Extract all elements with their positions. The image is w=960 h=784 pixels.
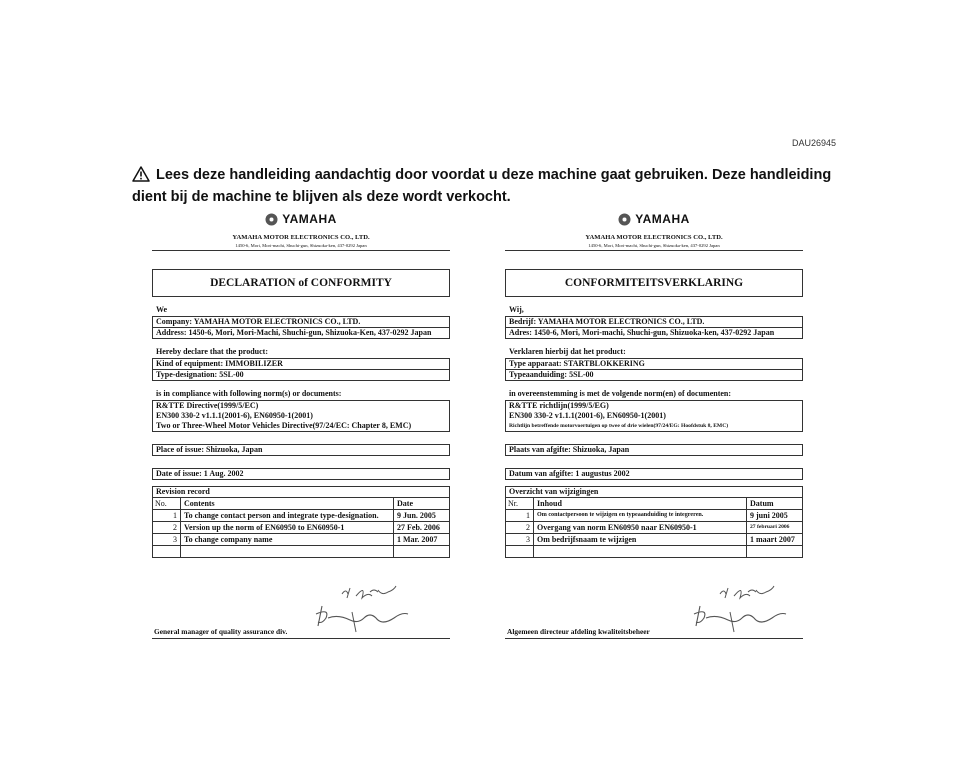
- we-label: We: [156, 305, 168, 314]
- revision-row-empty: [506, 546, 802, 557]
- address-row: Address: 1450-6, Mori, Mori-Machi, Shuchi-gun, Shizuoka-Ken, 437-0292 Japan: [153, 327, 449, 338]
- handwritten-signature: [312, 584, 432, 636]
- revision-date: 27 Feb. 2006: [397, 523, 440, 532]
- handwritten-signature: [690, 584, 810, 636]
- norm-row: EN300 330-2 v1.1.1(2001-6), EN60950-1(2001): [509, 411, 666, 420]
- compliance-label: is in compliance with following norm(s) or documents:: [156, 389, 342, 398]
- we-label: Wij,: [509, 305, 524, 314]
- revision-contents: Overgang van norm EN60950 naar EN60950-1: [534, 522, 747, 533]
- header-contents: Inhoud: [534, 498, 747, 509]
- revision-title: Overzicht van wijzigingen: [506, 487, 802, 498]
- declare-label: Hereby declare that the product:: [156, 347, 268, 356]
- company-row: Bedrijf: YAMAHA MOTOR ELECTRONICS CO., LTD.: [509, 317, 705, 326]
- equipment-row: Type apparaat: STARTBLOKKERING: [509, 359, 645, 368]
- revision-no: 2: [153, 522, 181, 533]
- revision-row: [506, 510, 802, 522]
- revision-contents: Om contactpersoon te wijzigen en typeaanduiding te integreren.: [534, 510, 747, 521]
- revision-contents: Om bedrijfsnaam te wijzigen: [534, 534, 747, 545]
- company-row: Company: YAMAHA MOTOR ELECTRONICS CO., LTD.: [156, 317, 361, 326]
- revision-date: 27 februari 2006: [750, 524, 790, 530]
- place-of-issue: Place of issue: Shizuoka, Japan: [152, 444, 450, 456]
- compliance-label: in overeenstemming is met de volgende norm(en) of documenten:: [509, 389, 732, 398]
- revision-header-row: [506, 498, 802, 510]
- revision-row-empty: [153, 546, 449, 557]
- document-title: CONFORMITEITSVERKLARING: [505, 269, 803, 297]
- yamaha-tuning-fork-logo: [618, 213, 631, 226]
- company-name: YAMAHA MOTOR ELECTRONICS CO., LTD.: [232, 234, 370, 241]
- yamaha-tuning-fork-logo: [265, 213, 278, 226]
- company-address: 1450-6, Mori, Mori-machi, Shuchi-gun, Shizuoka-ken, 437-0292 Japan: [505, 243, 803, 251]
- company-address: 1450-6, Mori, Mori-machi, Shuchi-gun, Shizuoka-ken, 437-0292 Japan: [152, 243, 450, 251]
- address-row: Adres: 1450-6, Mori, Mori-machi, Shuchi-gun, Shizuoka-ken, 437-0292 Japan: [506, 327, 802, 338]
- logo-text: YAMAHA: [282, 212, 337, 226]
- norm-row: EN300 330-2 v1.1.1(2001-6), EN60950-1(2001): [156, 411, 313, 420]
- equipment-row: Kind of equipment: IMMOBILIZER: [156, 359, 283, 368]
- signer-title: General manager of quality assurance div.: [154, 627, 288, 636]
- product-box: [152, 358, 450, 381]
- signature-block: [152, 584, 450, 639]
- signer-title: Algemeen directeur afdeling kwaliteitsbeheer: [507, 627, 650, 636]
- designation-row: Typeaanduiding: 5SL-00: [506, 369, 802, 380]
- header-no: No.: [153, 498, 181, 509]
- revision-contents: Version up the norm of EN60950 to EN60950-1: [181, 522, 394, 533]
- revision-date: 9 Jun. 2005: [397, 511, 436, 520]
- revision-date: 1 Mar. 2007: [397, 535, 438, 544]
- revision-no: 1: [153, 510, 181, 521]
- document-title: DECLARATION of CONFORMITY: [152, 269, 450, 297]
- revision-date: 9 juni 2005: [750, 511, 788, 520]
- company-logo: [505, 210, 803, 228]
- warning-banner: [132, 164, 832, 208]
- revision-date: 1 maart 2007: [750, 535, 795, 544]
- norm-row: R&TTE richtlijn(1999/5/EG): [509, 401, 609, 410]
- norm-row: Two or Three-Wheel Motor Vehicles Directive(97/24/EC: Chapter 8, EMC): [156, 421, 412, 430]
- signature-block: [505, 584, 803, 639]
- product-box: [505, 358, 803, 381]
- place-of-issue: Plaats van afgifte: Shizuoka, Japan: [505, 444, 803, 456]
- declare-label: Verklaren hierbij dat het product:: [509, 347, 626, 356]
- revision-row: [153, 510, 449, 522]
- revision-header-row: [153, 498, 449, 510]
- revision-contents: To change contact person and integrate type-designation.: [181, 510, 394, 521]
- revision-no: 2: [506, 522, 534, 533]
- norm-row: R&TTE Directive(1999/5/EC): [156, 401, 259, 410]
- company-box: [505, 316, 803, 339]
- revision-no: 1: [506, 510, 534, 521]
- revision-title: Revision record: [153, 487, 449, 498]
- norm-row: Richtlijn betreffende motorvoertuigen op twee of drie wielen(97/24/EG: Hoofdstuk 8, EMC): [509, 423, 729, 429]
- date-of-issue: Date of issue: 1 Aug. 2002: [152, 468, 450, 480]
- warning-text: Lees deze handleiding aandachtig door voordat u deze machine gaat gebruiken. Deze handleiding dient bij de machine te blijven als deze wordt verkocht.: [132, 167, 832, 205]
- norms-box: [152, 400, 450, 432]
- declaration-dutch: [505, 210, 803, 639]
- warning-triangle-icon: [132, 166, 150, 182]
- document-code: DAU26945: [792, 138, 837, 148]
- revision-contents: To change company name: [181, 534, 394, 545]
- header-date: Date: [397, 499, 413, 508]
- company-name: YAMAHA MOTOR ELECTRONICS CO., LTD.: [585, 234, 723, 241]
- revision-record: [505, 486, 803, 558]
- designation-row: Type-designation: 5SL-00: [153, 369, 449, 380]
- revision-no: 3: [153, 534, 181, 545]
- revision-row: [153, 534, 449, 546]
- header-contents: Contents: [181, 498, 394, 509]
- revision-row: [153, 522, 449, 534]
- header-no: Nr.: [506, 498, 534, 509]
- norms-box: [505, 400, 803, 432]
- revision-row: [506, 522, 802, 534]
- revision-record: [152, 486, 450, 558]
- revision-row: [506, 534, 802, 546]
- header-date: Datum: [750, 499, 774, 508]
- revision-no: 3: [506, 534, 534, 545]
- company-logo: [152, 210, 450, 228]
- declaration-english: [152, 210, 450, 639]
- company-box: [152, 316, 450, 339]
- logo-text: YAMAHA: [635, 212, 690, 226]
- date-of-issue: Datum van afgifte: 1 augustus 2002: [505, 468, 803, 480]
